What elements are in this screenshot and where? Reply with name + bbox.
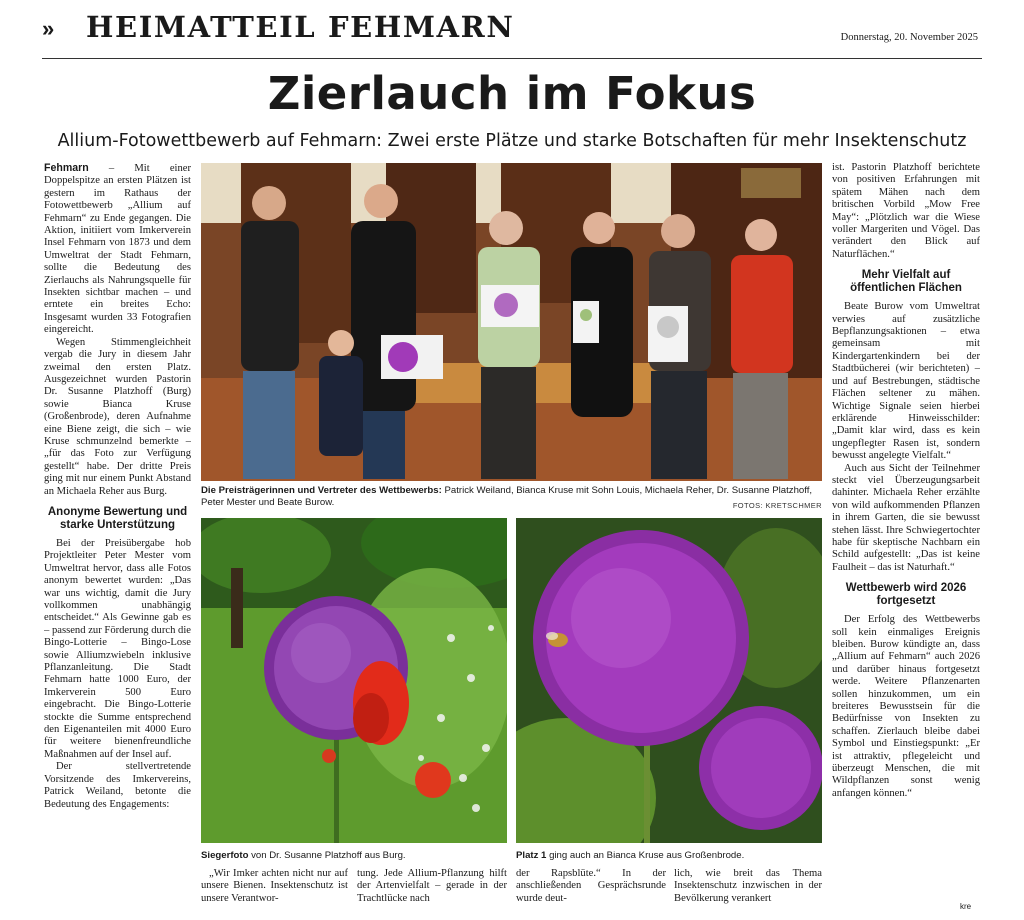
- headline: Zierlauch im Fokus: [267, 67, 757, 120]
- header-rule: [42, 58, 982, 59]
- paragraph: Wegen Stimmengleichheit vergab die Jury in diesem Jahr zweimal den ersten Platz. Ausgezeichnet wurden Pastorin Dr. Susanne Platzhoff (Burg) sowie Bianca Kruse (Großenbrode), deren Aufnahme eine Biene zeigt, die sich – wie Kruse schmunzelnd bemerkte – „für das Foto zur Verfügung gestellt“ habe. Der dritte Preis ging mit nur einem Punkt Abstand an Michaela Reher aus Burg.: [44, 336, 191, 497]
- caption-lead: Platz 1: [516, 850, 547, 861]
- caption-lead: Die Preisträgerinnen und Vertreter des Wettbewerbs:: [201, 485, 442, 496]
- caption-text: ging auch an Bianca Kruse aus Großenbrode.: [546, 850, 745, 861]
- section-title: HEIMATTEIL FEHMARN: [86, 10, 515, 44]
- bottom-text-1: „Wir Imker achten nicht nur auf unsere Bienen. Insektenschutz ist unsere Verantwor-: [201, 868, 348, 904]
- paragraph: Bei der Preisübergabe hob Projektleiter Peter Mester vom Umweltrat hervor, dass alle Fotos anonym bewertet wurden: „Das war uns wichtig, damit die Jury vollkommen unabhängig entscheidet.“ Als Gewinne gab es – passend zur Förderung durch die Bingo-Lotterie – Bingo-Lose sowie Alliumzwiebeln inklusive Pflanzanleitung. Die Stadt Fehmarn hatte 1000 Euro, der Imkerverein 500 Euro eingebracht. Die Bingo-Lotterie stockte die Summe entsprechend den Eigenanteilen mit 4000 Euro für weitere bienenfreundliche Maßnahmen auf der Insel auf.: [44, 537, 191, 760]
- subheading: Anonyme Bewertung und starke Unterstützung: [47, 505, 188, 531]
- group-photo-image: [201, 163, 822, 481]
- paragraph: Beate Burow vom Umweltrat verwies auf zusätzliche Bepflanzungsaktionen – etwa gemeinsam mit Kindergartenkindern bei der Stadtbücherei (wir berichteten) – und auf Bestrebungen, städtische Flächen seltener zu mähen. Wichtige Signale seien hierbei erklärende Hinweisschilder: „Damit klar wird, dass es kein ungepflegter Rasen ist, sondern bewusst angelegte Vielfalt.“: [832, 301, 980, 462]
- caption-lead: Siegerfoto: [201, 850, 249, 861]
- paragraph: Der stellvertretende Vorsitzende des Imkervereins, Patrick Weiland, betonte die Bedeutung des Engagements:: [44, 761, 191, 810]
- bottom-text-3: der Rapsblüte.“ In der anschließenden Gesprächsrunde wurde deut-: [516, 868, 666, 904]
- dateline: Fehmarn: [44, 162, 89, 174]
- article-column-1: [44, 162, 191, 860]
- bottom-text-2: tung. Jede Allium-Pflanzung hilft der Artenvielfalt – gerade in der Trachtlücke nach: [357, 868, 507, 904]
- issue-date: Donnerstag, 20. November 2025: [840, 32, 978, 43]
- allium-bee-image: [516, 518, 822, 843]
- bottom-text-4: lich, wie breit das Thema Insektenschutz inzwischen in der Bevölkerung verankert: [674, 868, 822, 904]
- paragraph: – Mit einer Doppelspitze an ersten Plätzen ist gestern im Rathaus der Fotowettbewerb „Allium auf Fehmarn“ zu Ende gegangen. Die Aktion, initiiert vom Imkerverein Insel Fehmarn von 1873 und dem Umweltrat der Stadt Fehmarn, sollte die Bedeutung des Zierlauchs als Nahrungsquelle für Insekten sichtbar machen – und erntete ein breites Echo: Insgesamt wurden 33 Fotografien eingereicht.: [44, 163, 191, 336]
- group-photo: [201, 163, 822, 481]
- allium-photo-left: [201, 518, 507, 843]
- subheading: Mehr Vielfalt auf öffentlichen Flächen: [850, 269, 962, 295]
- paragraph: Der Erfolg des Wettbewerbs soll kein einmaliges Ereignis bleiben. Burow kündigte an, dass „Allium auf Fehmarn“ auch 2026 und darüber hinaus fortgesetzt werde. Weitere Pflanzenarten sollen hinzukommen, um ein breiteres Bewusstsein für die Bedürfnisse von Insekten zu schaffen. Zierlauch bleibe dabei Symbol und Einstiegspunkt: „Er ist attraktiv, pflegeleicht und überzeugt Menschen, die mit Wildpflanzen sonst wenig anfangen können.“: [832, 614, 980, 799]
- photo-credit: FOTOS: KRETSCHMER: [732, 501, 822, 510]
- right-photo-caption: [516, 850, 822, 862]
- subheading: Wettbewerb wird 2026 fortgesetzt: [845, 582, 967, 608]
- allium-poppy-image: [201, 518, 507, 843]
- caption-text: von Dr. Susanne Platzhoff aus Burg.: [248, 850, 406, 861]
- subheadline: Allium-Fotowettbewerb auf Fehmarn: Zwei erste Plätze und starke Botschaften für mehr Insektenschutz: [57, 131, 967, 151]
- author-initials: kre: [960, 902, 972, 911]
- left-photo-caption: [201, 850, 507, 862]
- section-marker: »: [42, 16, 55, 41]
- paragraph: ist. Pastorin Platzhoff berichtete von positiven Erfahrungen mit spätem Mähen nach dem britischen Vorbild „Mow Free May“: „Plötzlich war die Wiese voller Margeriten und Vögel. Das verändert den Blick auf Naturflächen.“: [832, 162, 980, 260]
- paragraph: Auch aus Sicht der Teilnehmer steckt viel Überzeugungsarbeit dahinter. Michaela Reher erzählte von wild aufkommenden Pflanzen in ihrem Garten, die sie bewusst stehen lässt. Ihre Schwiegertochter habe für skeptische Nachbarn ein Schild aufgestellt: „Das ist keine Faulheit – das ist Naturhaft.“: [832, 462, 980, 573]
- article-column-4: [832, 162, 980, 904]
- person-silhouette: [731, 219, 793, 479]
- person-silhouette: [241, 186, 299, 479]
- caption-text: Patrick Weiland, Bianca Kruse mit Sohn Louis, Michaela Reher, Dr. Susanne Platzhoff, Peter Mester und Beate Burow.: [201, 485, 813, 508]
- person-silhouette: [478, 211, 540, 479]
- allium-photo-right: [516, 518, 822, 843]
